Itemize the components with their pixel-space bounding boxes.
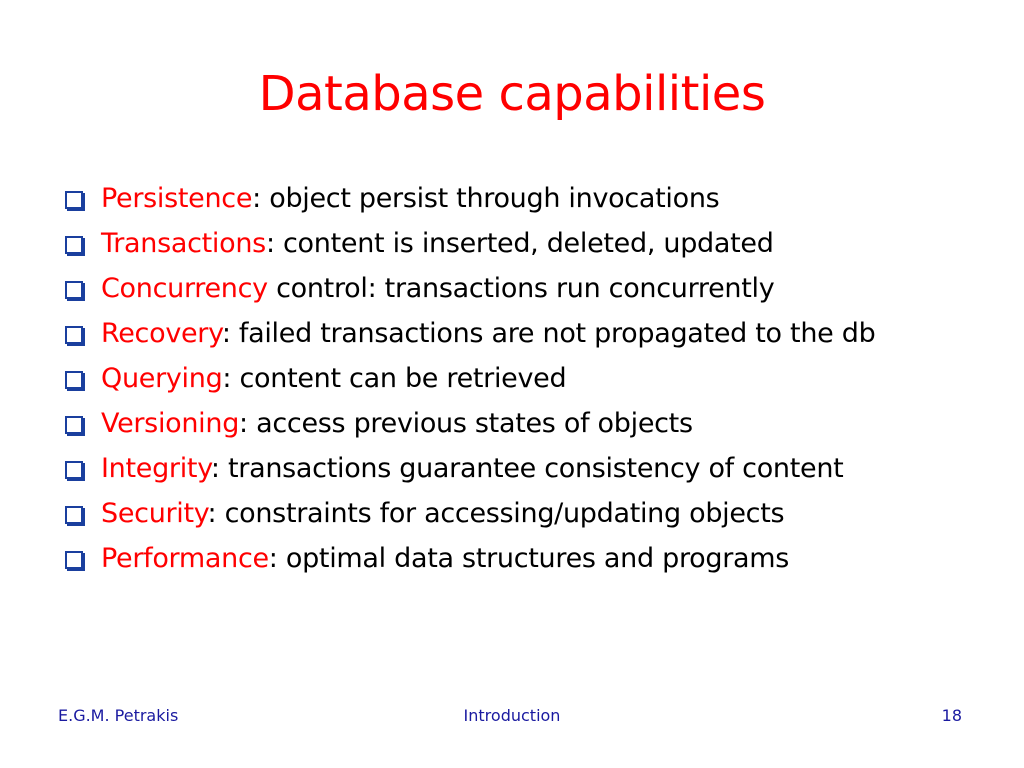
bullet-text: : failed transactions are not propagated to the db [221,318,876,349]
bullet-text: : transactions guarantee consistency of content [210,453,844,484]
footer-section: Introduction [463,706,561,725]
checkbox-square-icon [65,236,83,254]
bullet-item-querying [62,360,962,397]
bullet-list [62,180,962,585]
bullet-term: Performance [101,543,269,574]
bullet-term: Querying [101,363,223,394]
bullet-item-versioning [62,405,962,442]
bullet-text: : content is inserted, deleted, updated [265,228,774,259]
bullet-term: Security [101,498,208,529]
bullet-item-transactions [62,225,962,262]
bullet-term: Recovery [101,318,222,349]
footer-page-number: 18 [941,706,962,725]
bullet-term: Versioning [101,408,240,439]
slide-title: Database capabilities [258,66,766,122]
bullet-item-performance [62,540,962,577]
checkbox-square-icon [65,506,83,524]
checkbox-square-icon [65,416,83,434]
bullet-text: : access previous states of objects [239,408,693,439]
checkbox-square-icon [65,551,83,569]
checkbox-square-icon [65,461,83,479]
bullet-item-concurrency [62,270,962,307]
bullet-item-security [62,495,962,532]
footer-author: E.G.M. Petrakis [58,706,179,725]
checkbox-square-icon [65,281,83,299]
bullet-term: Transactions [101,228,266,259]
bullet-term: Persistence [101,183,253,214]
bullet-term: Concurrency [101,273,268,304]
checkbox-square-icon [65,371,83,389]
bullet-item-recovery [62,315,962,352]
bullet-text: control: transactions run concurrently [267,273,775,304]
bullet-text: : optimal data structures and programs [268,543,790,574]
bullet-item-persistence [62,180,962,217]
bullet-text: : constraints for accessing/updating objects [207,498,785,529]
checkbox-square-icon [65,326,83,344]
bullet-item-integrity [62,450,962,487]
bullet-term: Integrity [101,453,211,484]
bullet-text: : object persist through invocations [252,183,720,214]
checkbox-square-icon [65,191,83,209]
bullet-text: : content can be retrieved [222,363,567,394]
